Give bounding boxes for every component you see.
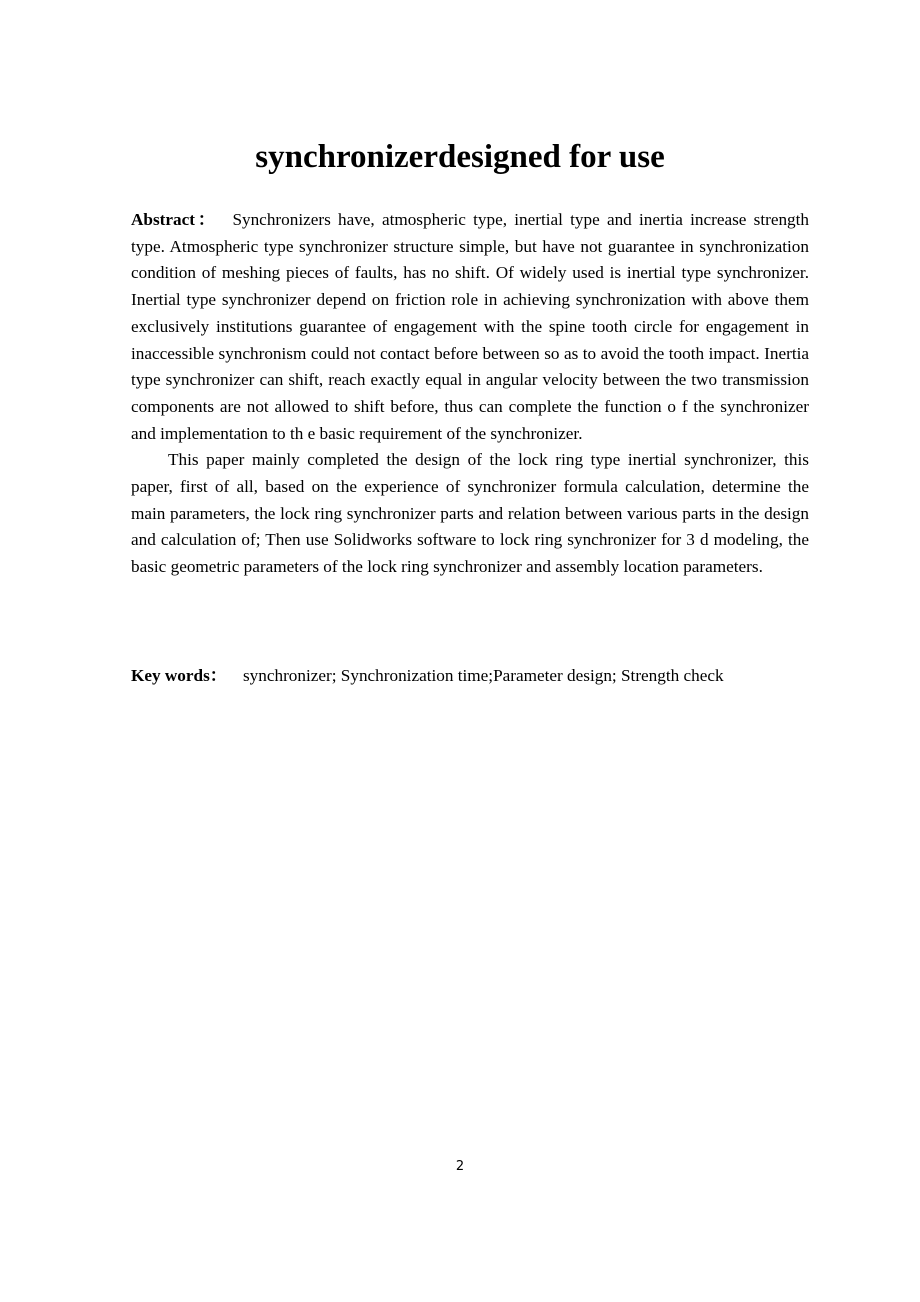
keywords-line (131, 663, 809, 690)
keywords-label: Key words： (131, 666, 227, 685)
abstract-section (131, 207, 809, 581)
abstract-paragraph (131, 207, 809, 447)
page-title: synchronizerdesigned for use (255, 139, 665, 175)
abstract-paragraph-2: This paper mainly completed the design of the lock ring type inertial synchronizer, this paper, first of all, based on the experience of synchronizer formula calculation, determine the main parameters, the lock ring synchronizer parts and relation between various parts in the design and calculation of; Then use Solidworks software to lock ring synchronizer for 3 d modeling, the basic geometric parameters of the lock ring synchronizer and assembly location parameters. (131, 450, 809, 577)
abstract-text: Synchronizers have, atmospheric type, inertial type and inertia increase strength type. Atmospheric type synchronizer structure simple, but have not guarantee in synchronization condition of meshing pieces of faults, has no shift. Of widely used is inertial type synchronizer. Inertial type synchronizer depend on friction role in achieving synchronization with above them exclusively institutions guarantee of engagement with the spine tooth circle for engagement in inaccessible synchronism could not contact before between so as to avoid the tooth impact. Inertia type synchronizer can shift, reach exactly equal in angular velocity between the two transmission components are not allowed to shift before, thus can complete the function o f the synchronizer and implementation to th e basic requirement of the synchronizer. (131, 210, 810, 443)
keywords-section (131, 663, 809, 690)
page-number: 2 (455, 1159, 465, 1174)
abstract-label: Abstract： (131, 210, 218, 229)
keywords-text: synchronizer; Synchronization time;Parameter design; Strength check (242, 666, 724, 685)
